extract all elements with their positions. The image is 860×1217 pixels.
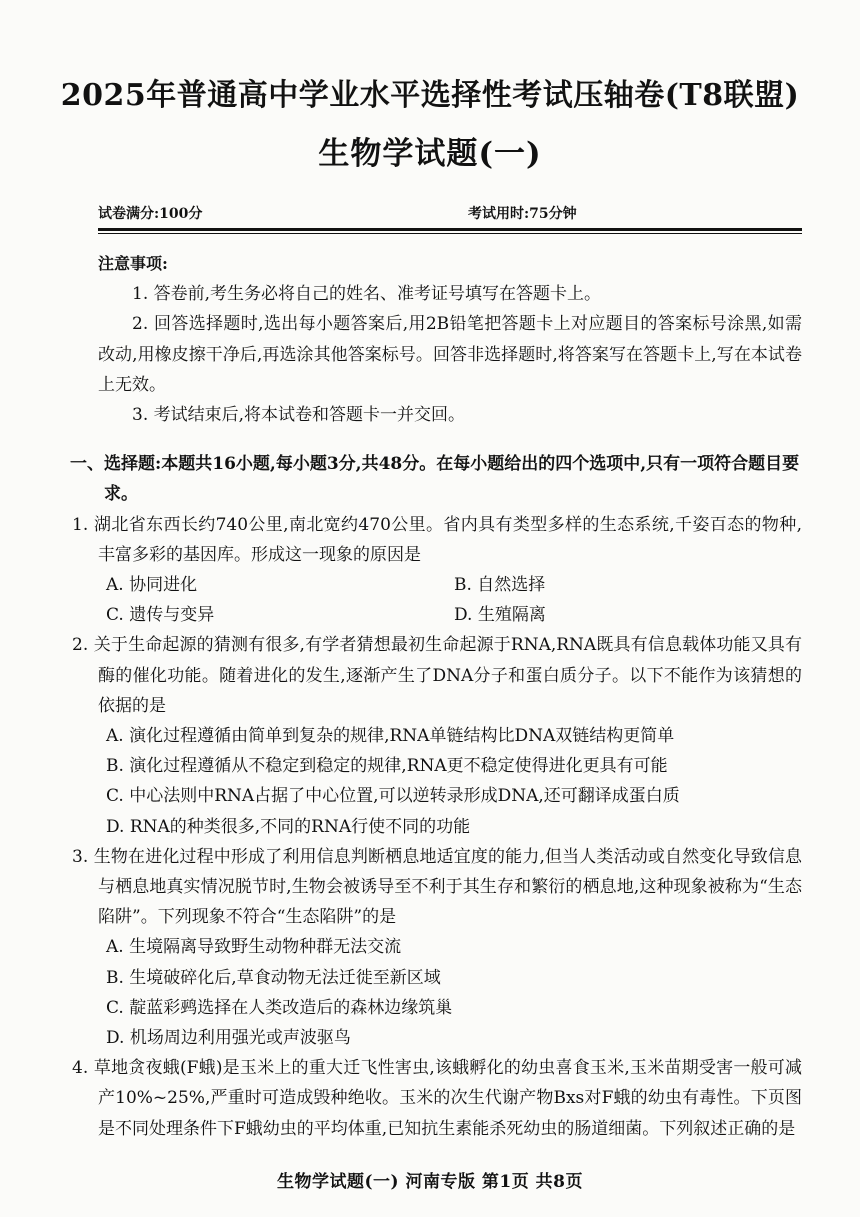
option: D. 机场周边利用强光或声波驱鸟	[106, 1028, 351, 1049]
option: D. 生殖隔离	[454, 605, 546, 626]
option: C. 遗传与变异	[106, 605, 215, 626]
option: B. 生境破碎化后,草食动物无法迁徙至新区域	[106, 967, 441, 988]
option: C. 中心法则中RNA占据了中心位置,可以逆转录形成DNA,还可翻译成蛋白质	[106, 786, 680, 807]
option: A. 演化过程遵循由简单到复杂的规律,RNA单链结构比DNA双链结构更简单	[106, 726, 675, 747]
option: B. 自然选择	[454, 575, 546, 596]
question-stem: 1. 湖北省东西长约740公里,南北宽约470公里。省内具有类型多样的生态系统,千姿百态的物种,丰富多彩的基因库。形成这一现象的原因是	[72, 514, 802, 565]
question-stem: 3. 生物在进化过程中形成了利用信息判断栖息地适宜度的能力,但当人类活动或自然变化导致信息与栖息地真实情况脱节时,生物会被诱导至不利于其生存和繁衍的栖息地,这种现象被称为“生态陷阱”。下列现象不符合“生态陷阱”的是	[72, 846, 802, 928]
question-options	[98, 721, 802, 842]
question-options	[98, 932, 802, 1053]
exam-title: 2025年普通高中学业水平选择性考试压轴卷(T8联盟)	[60, 78, 800, 113]
exam-duration: 考试用时:75分钟	[468, 206, 577, 222]
option: A. 协同进化	[106, 575, 198, 596]
header-rule-thick	[98, 228, 802, 231]
question-stem: 4. 草地贪夜蛾(F蛾)是玉米上的重大迁飞性害虫,该蛾孵化的幼虫喜食玉米,玉米苗期受害一般可减产10%~25%,严重时可造成毁种绝收。玉米的次生代谢产物Bxs对F蛾的幼虫有毒性。下页图是不同处理条件下F蛾幼虫的平均体重,已知抗生素能杀死幼虫的肠道细菌。下列叙述正确的是	[72, 1058, 802, 1139]
page-footer: 生物学试题(一) 河南专版 第1页 共8页	[277, 1172, 583, 1192]
option: D. RNA的种类很多,不同的RNA行使不同的功能	[106, 816, 471, 837]
header-rule-thin	[98, 233, 802, 234]
notice-item: 3. 考试结束后,将本试卷和答题卡一并交回。	[132, 405, 466, 426]
notice-item: 2. 回答选择题时,选出每小题答案后,用2B铅笔把答题卡上对应题目的答案标号涂黑,如需改动,用橡皮擦干净后,再选涂其他答案标号。回答非选择题时,将答案写在答题卡上,写在本试卷上无效。	[98, 314, 802, 395]
option: A. 生境隔离导致野生动物种群无法交流	[106, 937, 402, 958]
full-score: 试卷满分:100分	[98, 206, 203, 222]
notice-heading: 注意事项:	[98, 254, 168, 273]
notice-item: 1. 答卷前,考生务必将自己的姓名、准考证号填写在答题卡上。	[132, 284, 602, 305]
question-stem: 2. 关于生命起源的猜测有很多,有学者猜想最初生命起源于RNA,RNA既具有信息载体功能又具有酶的催化功能。随着进化的发生,逐渐产生了DNA分子和蛋白质分子。以下不能作为该猜想的依据的是	[72, 635, 802, 716]
option: B. 演化过程遵循从不稳定到稳定的规律,RNA更不稳定使得进化更具有可能	[106, 756, 668, 777]
question-options	[98, 570, 802, 630]
option: C. 靛蓝彩鹀选择在人类改造后的森林边缘筑巢	[106, 997, 453, 1018]
exam-content	[70, 245, 802, 1144]
section-heading: 一、选择题:本题共16小题,每小题3分,共48分。在每小题给出的四个选项中,只有一项符合题目要求。	[70, 454, 800, 505]
exam-subtitle: 生物学试题(一)	[318, 136, 542, 172]
